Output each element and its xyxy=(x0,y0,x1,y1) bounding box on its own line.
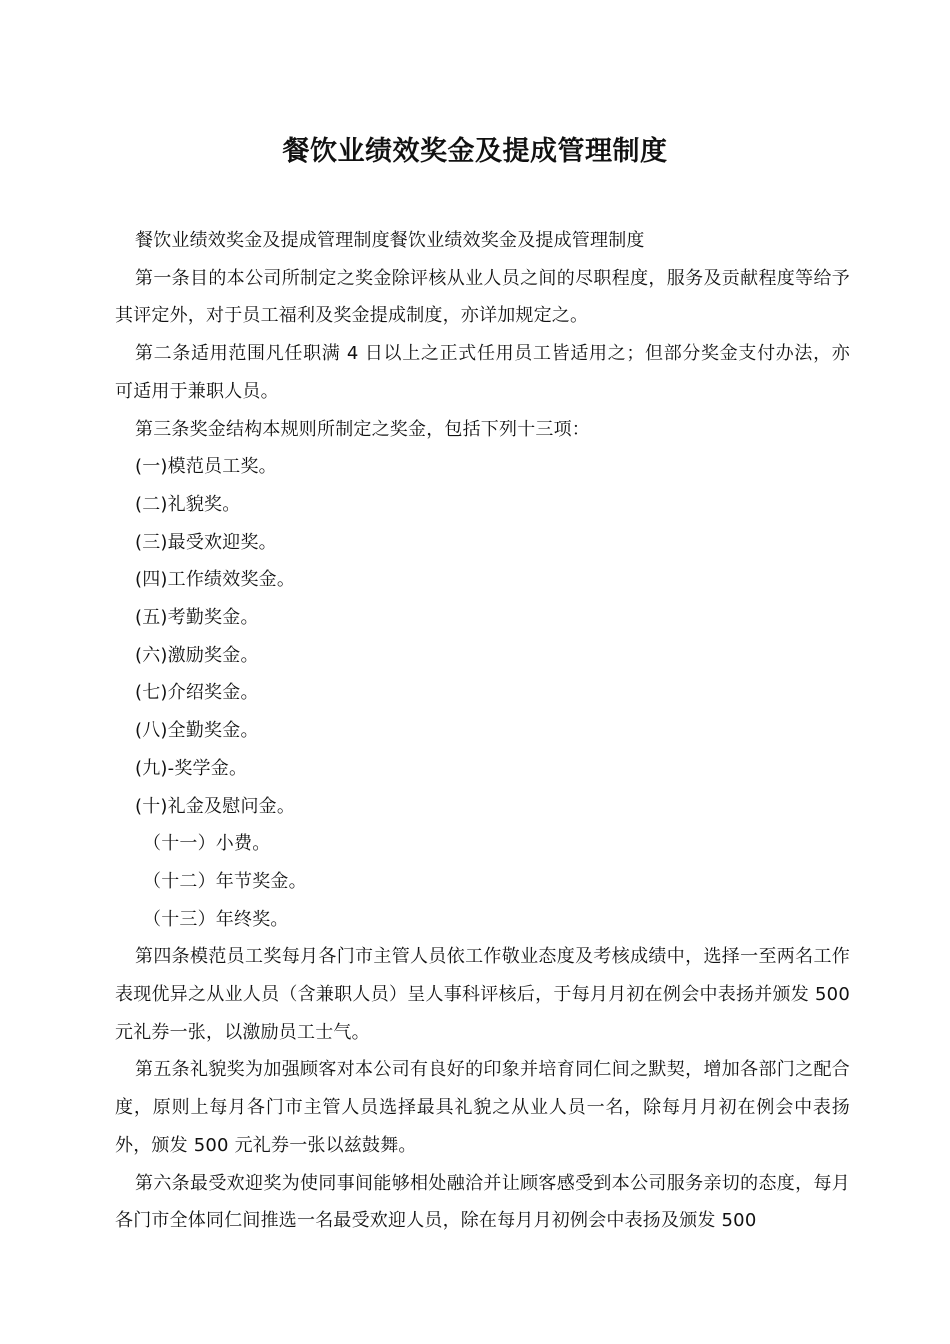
list-item: (二)礼貌奖。 xyxy=(135,493,241,515)
list-item: （十一）小费。 xyxy=(143,833,271,855)
list-item: (三)最受欢迎奖。 xyxy=(135,531,277,553)
list-item: (九)-奖学金。 xyxy=(135,757,248,779)
intro-paragraph: 餐饮业绩效奖金及提成管理制度餐饮业绩效奖金及提成管理制度 xyxy=(135,230,645,251)
article-5: 第五条礼貌奖为加强顾客对本公司有良好的印象并培育同仁间之默契，增加各部门之配合度，原则上每月各门市主管人员选择最具礼貌之从业人员一名，除每月月初在例会中表扬外，颁发 500 元礼券一张以兹鼓舞。 xyxy=(115,1059,850,1156)
list-item: (一)模范员工奖。 xyxy=(135,456,277,478)
list-item: (七)介绍奖金。 xyxy=(135,682,259,704)
article-1: 第一条目的本公司所制定之奖金除评核从业人员之间的尽职程度，服务及贡献程度等给予其评定外，对于员工福利及奖金提成制度，亦详加规定之。 xyxy=(115,267,850,327)
article-4: 第四条模范员工奖每月各门市主管人员依工作敬业态度及考核成绩中，选择一至两名工作表现优异之从业人员（含兼职人员）呈人事科评核后，于每月月初在例会中表扬并颁发 500 元礼券一张，以激励员工士气。 xyxy=(115,946,850,1043)
list-item: (十)礼金及慰问金。 xyxy=(135,795,296,817)
list-item: (四)工作绩效奖金。 xyxy=(135,569,296,591)
document-title: 餐饮业绩效奖金及提成管理制度 xyxy=(282,136,668,167)
article-2: 第二条适用范围凡任职满 4 日以上之正式任用员工皆适用之；但部分奖金支付办法，亦可适用于兼职人员。 xyxy=(115,343,850,402)
article-6: 第六条最受欢迎奖为使同事间能够相处融洽并让顾客感受到本公司服务亲切的态度，每月各门市全体同仁间推选一名最受欢迎人员，除在每月月初例会中表扬及颁发 500 xyxy=(115,1172,850,1232)
list-item: （十二）年节奖金。 xyxy=(143,870,307,892)
list-item: （十三）年终奖。 xyxy=(143,908,289,930)
list-item: (六)激励奖金。 xyxy=(135,644,259,666)
list-item: (五)考勤奖金。 xyxy=(135,607,259,629)
document-body xyxy=(115,222,850,1240)
list-item: (八)全勤奖金。 xyxy=(135,720,259,742)
article-3: 第三条奖金结构本规则所制定之奖金，包括下列十三项： xyxy=(135,418,590,440)
